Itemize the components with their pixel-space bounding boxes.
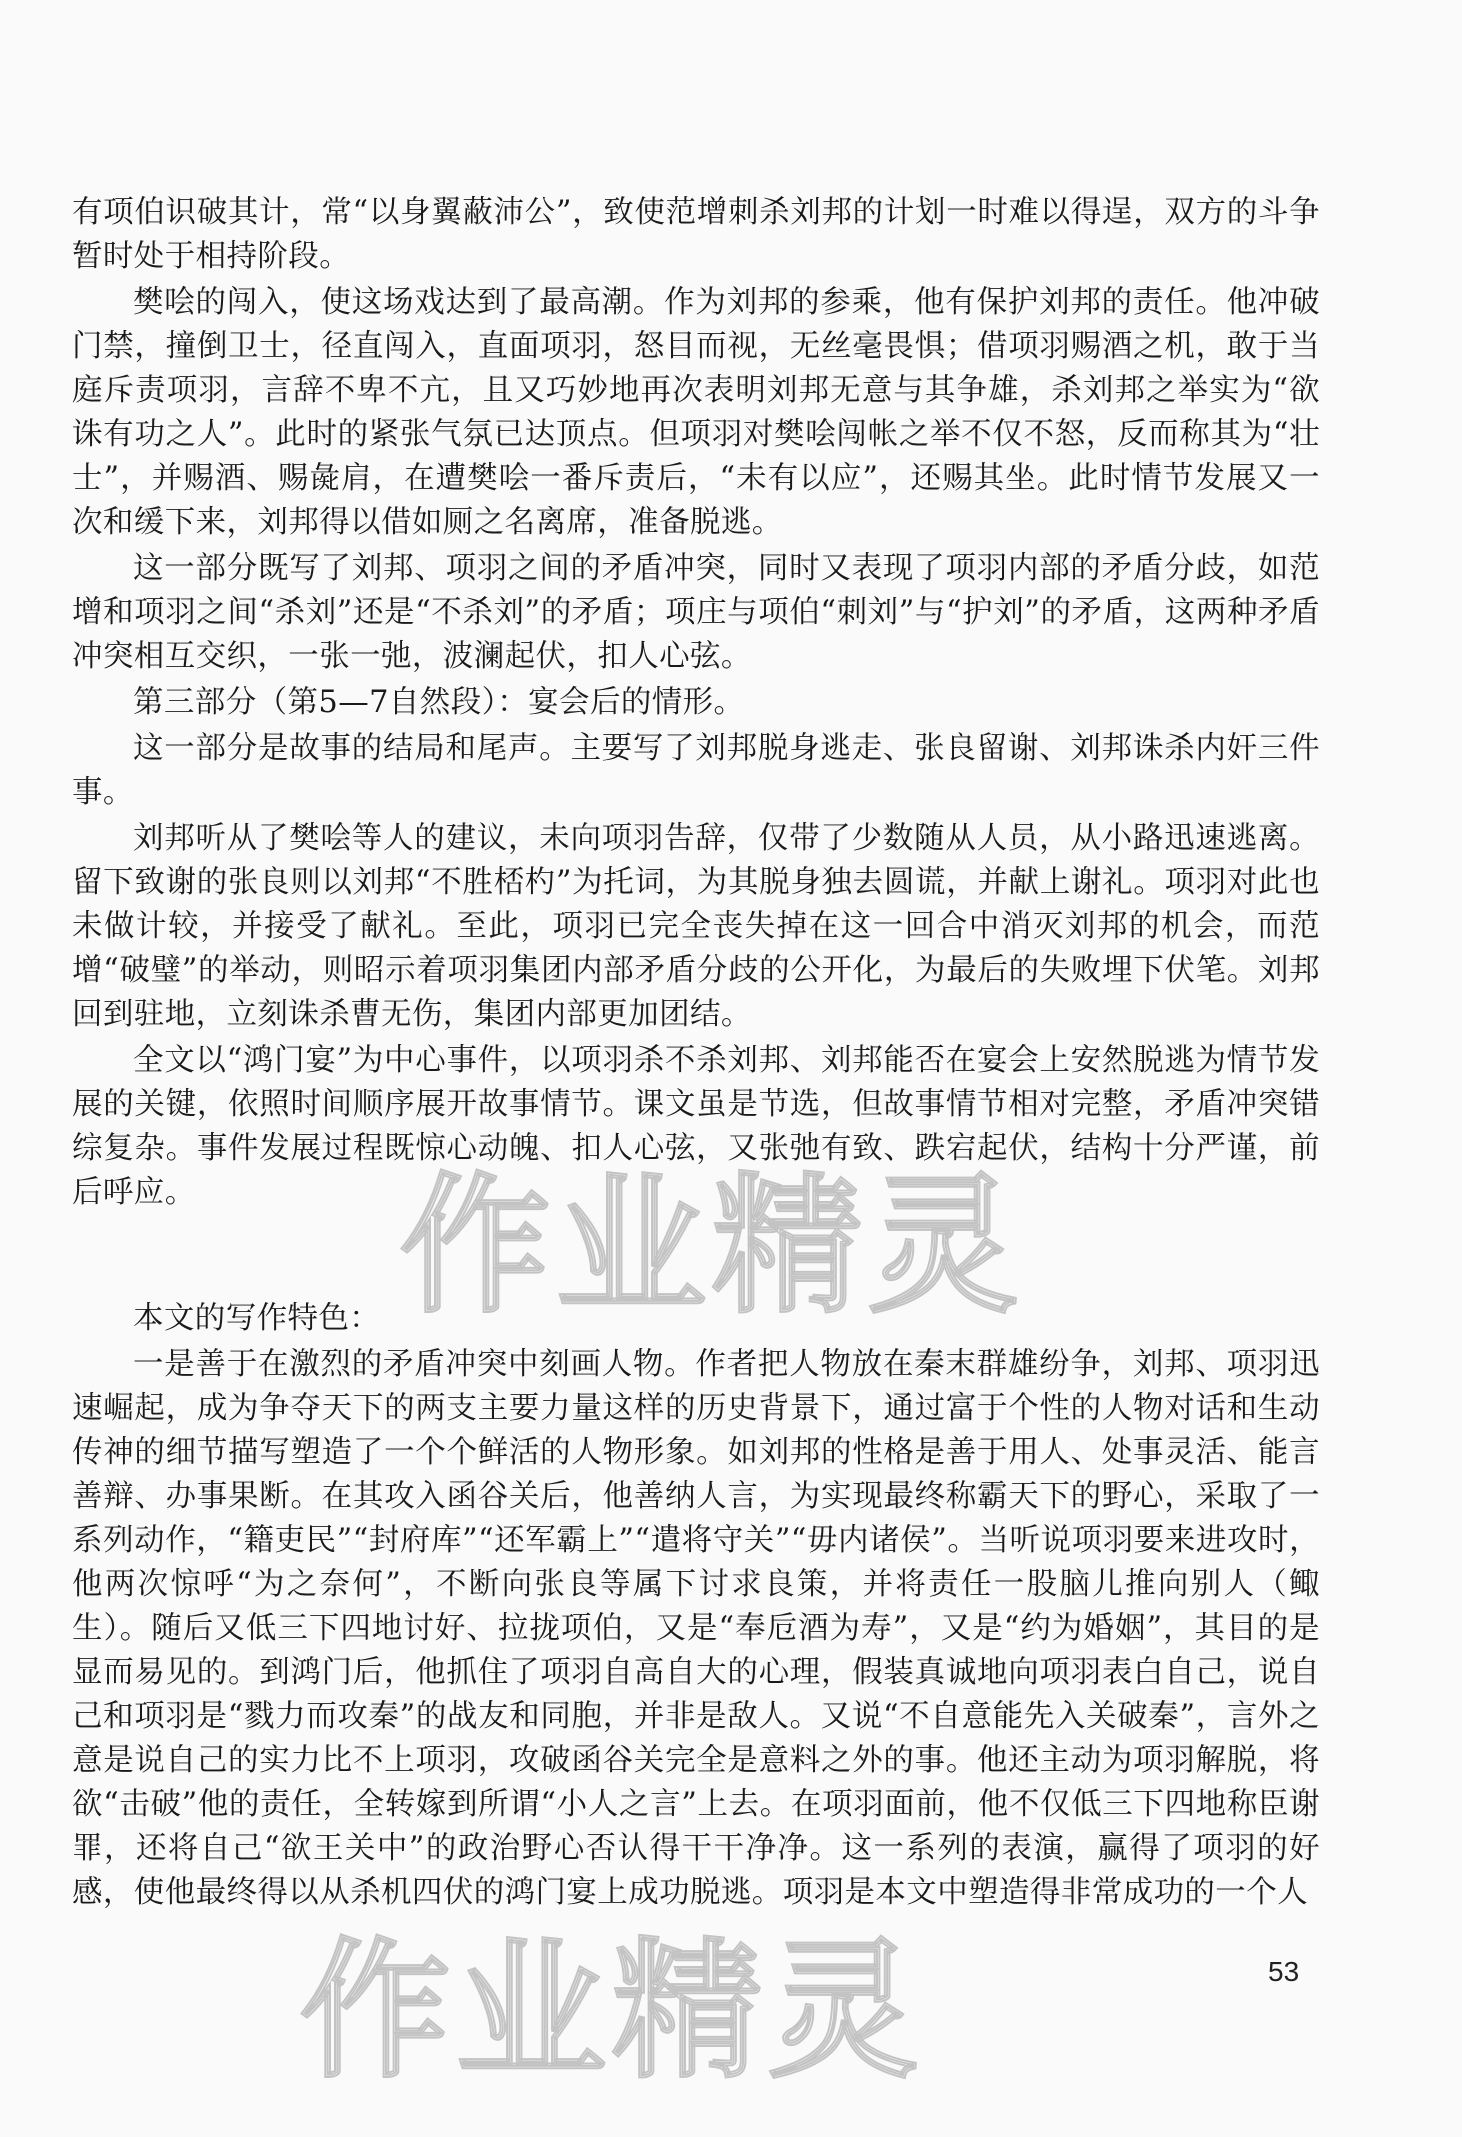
paragraph-7: 全文以“鸿门宴”为中心事件，以项羽杀不杀刘邦、刘邦能否在宴会上安然脱逃为情节发展的关键，依照时间顺序展开故事情节。课文虽是节选，但故事情节相对完整，矛盾冲突错综复杂。事件发展过程既惊心动魄、扣人心弦，又张弛有致、跌宕起伏，结构十分严谨，前后呼应。: [72, 1043, 1320, 1210]
text-block-bottom: [72, 1297, 1320, 1917]
paragraph-5: 这一部分是故事的结局和尾声。主要写了刘邦脱身逃走、张良留谢、刘邦诛杀内奸三件事。: [72, 731, 1320, 810]
section-heading-part-3: 第三部分（第5—7自然段）：宴会后的情形。: [133, 685, 745, 720]
watermark-logo: 作业精灵: [400, 1160, 1025, 1334]
paragraph-feature-1: 一是善于在激烈的矛盾冲突中刻画人物。作者把人物放在秦末群雄纷争，刘邦、项羽迅速崛起，成为争夺天下的两支主要力量这样的历史背景下，通过富于个性的人物对话和生动传神的细节描写塑造了一个个鲜活的人物形象。如刘邦的性格是善于用人、处事灵活、能言善辩、办事果断。在其攻入函谷关后，他善纳人言，为实现最终称霸天下的野心，采取了一系列动作，“籍吏民”“封府库”“还军霸上”“遣将守关”“毋内诸侯”。当听说项羽要来进攻时，他两次惊呼“为之奈何”，不断向张良等属下讨求良策，并将责任一股脑儿推向别人（鲰生）。随后又低三下四地讨好、拉拢项伯，又是“奉卮酒为寿”，又是“约为婚姻”，其目的是显而易见的。到鸿门后，他抓住了项羽自高自大的心理，假装真诚地向项羽表白自己，说自己和项羽是“戮力而攻秦”的战友和同胞，并非是敌人。又说“不自意能先入关破秦”，言外之意是说自己的实力比不上项羽，攻破函谷关完全是意料之外的事。他还主动为项羽解脱，将欲“击破”他的责任，全转嫁到所谓“小人之言”上去。在项羽面前，他不仅低三下四地称臣谢罪，还将自己“欲王关中”的政治野心否认得干干净净。这一系列的表演，赢得了项羽的好感，使他最终得以从杀机四伏的鸿门宴上成功脱逃。项羽是本文中塑造得非常成功的一个人: [72, 1347, 1320, 1910]
paragraph-3: 这一部分既写了刘邦、项羽之间的矛盾冲突，同时又表现了项羽内部的矛盾分歧，如范增和项羽之间“杀刘”还是“不杀刘”的矛盾；项庄与项伯“刺刘”与“护刘”的矛盾，这两种矛盾冲突相互交织，一张一弛，波澜起伏，扣人心弦。: [72, 551, 1320, 674]
page-number: 53: [1268, 1956, 1300, 1987]
paragraph-1: 有项伯识破其计，常“以身翼蔽沛公”，致使范增刺杀刘邦的计划一时难以得逞，双方的斗争暂时处于相持阶段。: [72, 195, 1320, 274]
paragraph-6: 刘邦听从了樊哙等人的建议，未向项羽告辞，仅带了少数随从人员，从小路迅速逃离。留下致谢的张良则以刘邦“不胜桮杓”为托词，为其脱身独去圆谎，并献上谢礼。项羽对此也未做计较，并接受了献礼。至此，项羽已完全丧失掉在这一回合中消灭刘邦的机会，而范增“破璧”的举动，则昭示着项羽集团内部矛盾分歧的公开化，为最后的失败埋下伏笔。刘邦回到驻地，立刻诛杀曹无伤，集团内部更加团结。: [72, 821, 1320, 1032]
watermark-logo: 作业精灵: [300, 1925, 925, 2099]
paragraph-2: 樊哙的闯入，使这场戏达到了最高潮。作为刘邦的参乘，他有保护刘邦的责任。他冲破门禁，撞倒卫士，径直闯入，直面项羽，怒目而视，无丝毫畏惧；借项羽赐酒之机，敢于当庭斥责项羽，言辞不卑不亢，且又巧妙地再次表明刘邦无意与其争雄，杀刘邦之举实为“欲诛有功之人”。此时的紧张气氛已达顶点。但项羽对樊哙闯帐之举不仅不怒，反而称其为“壮士”，并赐酒、赐彘肩，在遭樊哙一番斥责后，“未有以应”，还赐其坐。此时情节发展又一次和缓下来，刘邦得以借如厕之名离席，准备脱逃。: [72, 285, 1320, 540]
writing-features-heading: 本文的写作特色：: [133, 1301, 381, 1336]
text-block-top: [72, 191, 1320, 1217]
